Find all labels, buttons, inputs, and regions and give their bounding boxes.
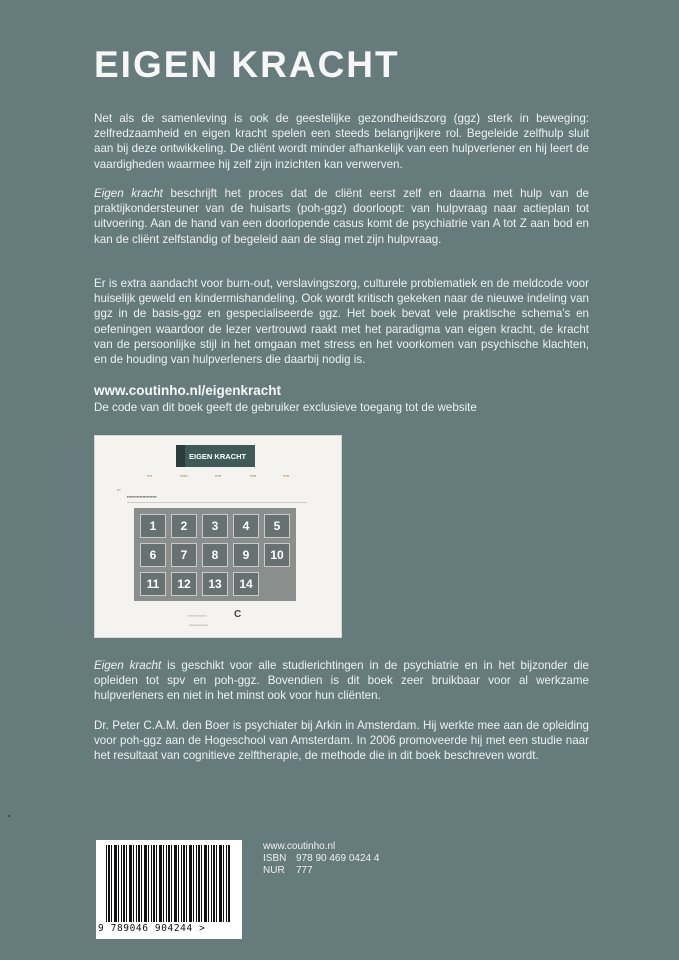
screenshot-breadcrumb: ▪▪▪ — [117, 488, 121, 492]
nur-label: NUR — [263, 865, 285, 876]
chapter-tile[interactable]: 8 — [202, 543, 228, 567]
screenshot-footer-text: ▪▪▪▪▪▪▪▪▪▪▪▪▪▪▪▪▪▪ — [189, 623, 209, 627]
isbn-line — [263, 853, 379, 864]
isbn-label: ISBN — [263, 853, 287, 864]
screenshot-welcome-line: ▪▪▪▪▪▪▪▪▪▪▪▪▪▪▪▪▪▪▪▪▪ — [127, 494, 157, 499]
chapter-tile[interactable]: 7 — [171, 543, 197, 567]
chapter-tile[interactable]: 9 — [233, 543, 259, 567]
audience-text: is geschikt voor alle studierichtingen in de psychiatrie en in het bijzonder die opleiden tot spv en poh-ggz. Bovendien is dit boek zeer bruikbaar voor al werkzame hulpverleners en niet in het minst ook voor hun cliënten. — [94, 659, 589, 703]
intro-paragraph: Net als de samenleving is ook de geestelijke gezondheidszorg (ggz) sterk in beweging: zelfredzaamheid en eigen kracht spelen een steeds belangrijkere rol. Begeleide zelfhulp sluit aan bij deze ontwikkeling. De cliënt wordt minder afhankelijk van een hulpverlener en hij leert de vaardigheden waarmee hij zelf zijn inzichten kan verwerven. — [94, 112, 589, 171]
barcode — [96, 840, 242, 939]
chapter-tile[interactable]: 5 — [264, 514, 290, 538]
process-paragraph — [94, 186, 589, 247]
book-title-italic: Eigen kracht — [94, 659, 162, 672]
screenshot-nav: ▪▪▪▪ ▪▪▪▪▪▪ ▪▪▪▪▪ ▪▪▪▪▪ ▪▪▪▪▪ — [147, 474, 290, 478]
chapter-tile[interactable]: 11 — [140, 572, 166, 596]
chapter-tile[interactable]: 4 — [233, 514, 259, 538]
chapter-tile[interactable]: 6 — [140, 543, 166, 567]
publisher-site: www.coutinho.nl — [263, 841, 336, 852]
audience-paragraph — [94, 658, 589, 704]
chapter-tile[interactable]: 3 — [202, 514, 228, 538]
screenshot-banner — [176, 445, 255, 467]
website-screenshot — [95, 436, 341, 637]
chapter-tile[interactable]: 1 — [140, 514, 166, 538]
isbn-value: 978 90 469 0424 4 — [296, 853, 380, 864]
banner-logo-mark — [176, 445, 185, 467]
chapter-tile[interactable]: 12 — [171, 572, 197, 596]
publisher-c-icon: C — [234, 609, 242, 620]
chapter-tile[interactable]: 10 — [264, 543, 290, 567]
screenshot-publisher-logo-text: ▪▪▪▪▪▪▪▪▪▪▪ — [188, 614, 208, 618]
screenshot-banner-title: EIGEN KRACHT — [189, 451, 247, 461]
nur-line — [263, 865, 313, 876]
website-link[interactable]: www.coutinho.nl/eigenkracht — [94, 383, 282, 398]
chapter-tile[interactable]: 13 — [202, 572, 228, 596]
chapter-tile[interactable]: 2 — [171, 514, 197, 538]
book-title-italic: Eigen kracht — [94, 187, 163, 200]
barcode-digits: 9 789046 904244 > — [98, 923, 206, 934]
chapter-tile[interactable]: 14 — [233, 572, 259, 596]
author-paragraph: Dr. Peter C.A.M. den Boer is psychiater bij Arkin in Amsterdam. Hij werkte mee aan de opleiding voor poh-ggz aan de Hogeschool van Amsterdam. In 2006 promoveerde hij met een studie naar het resultaat van cognitieve zelftherapie, de methode die in dit boek beschreven wordt. — [94, 719, 589, 763]
barcode-bars — [106, 845, 230, 922]
process-text: beschrijft het proces dat de cliënt eerst zelf en daarna met hulp van de praktijkondersteuner van de huisarts (poh-ggz) doorloopt: van hulpvraag naar actieplan tot uitvoering. Aan de hand van een doorlopende casus komt de psychiatrie van A tot Z aan bod en kan de cliënt zelfstandig of begeleid aan de slag met zijn hulpvraag. — [94, 187, 589, 246]
book-title: EIGEN KRACHT — [94, 44, 400, 85]
screenshot-divider — [127, 502, 307, 503]
nur-value: 777 — [296, 865, 313, 876]
chapter-grid — [134, 508, 296, 601]
website-note: De code van dit boek geeft de gebruiker exclusieve toegang tot de website — [94, 401, 477, 414]
speck — [8, 815, 10, 817]
attention-paragraph: Er is extra aandacht voor burn-out, verslavingszorg, culturele problematiek en de meldcode voor huiselijk geweld en kindermishandeling. Ook wordt kritisch gekeken naar de nieuwe indeling van ggz in de basis-ggz en gespecialiseerde ggz. Het boek bevat vele praktische schema's en oefeningen waardoor de lezer vertrouwd raakt met het paradigma van eigen kracht, de kracht van de persoonlijke stijl in het omgaan met stress en het voorkomen van psychische klachten, en de houding van hulpverleners die daarbij nodig is. — [94, 277, 589, 367]
